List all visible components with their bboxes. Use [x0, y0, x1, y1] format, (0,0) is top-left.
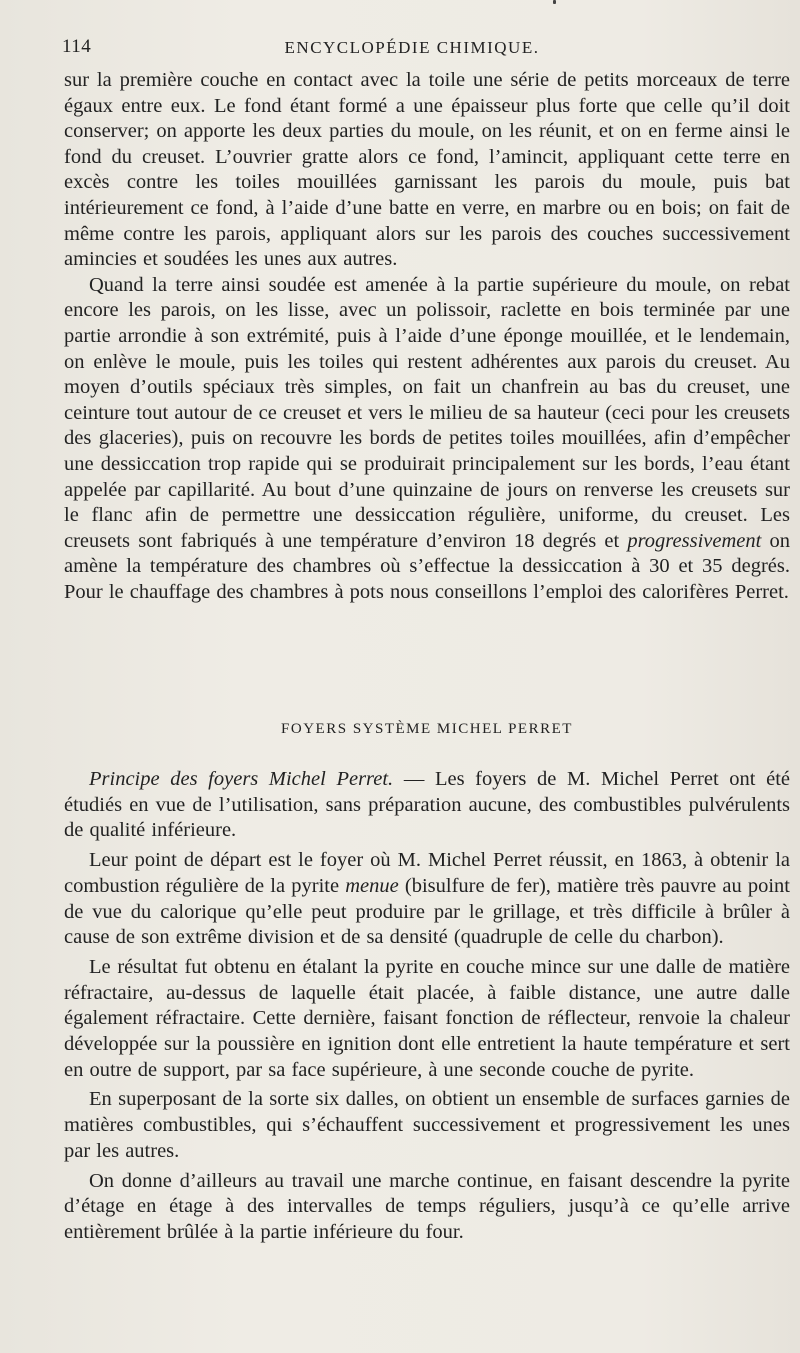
ink-mark	[553, 0, 556, 4]
running-head: ENCYCLOPÉDIE CHIMIQUE.	[284, 38, 540, 57]
section-paragraph-2-text-b: (bisulfure de fer), matière très pauvre au point de vue du calorique qu’elle peut produire par le grillage, et très difficile à brûler à cause de son extrême division et de sa densité (quadruple de celle du charbon).	[64, 874, 791, 949]
paragraph-2-text-a: Quand la terre ainsi soudée est amenée à la partie supérieure du moule, on rebat encore les parois, on les lisse, avec un polissoir, raclette en bois terminée par une partie arrondie à son extrémité, puis à l’aide d’une éponge mouillée, et le lendemain, on enlève le moule, puis les toiles qui restent adhérentes aux parois du creuset. Au moyen d’outils spéciaux très simples, on fait un chanfrein au bas du creuset, une ceinture tout autour de ce creuset et vers le milieu de sa hauteur (ceci pour les creusets des glaceries), puis on recouvre les bords de petites toiles mouillées, afin d’empêcher une dessiccation trop rapide qui se produirait principalement sur les bords, l’eau étant appelée par capillarité. Au bout d’une quinzaine de jours on renverse les creusets sur le flanc afin de permettre une dessiccation régulière, uniforme, du creuset. Les creusets sont fabriqués à une température d’environ 18 degrés et	[64, 273, 790, 552]
section-paragraph-2	[64, 848, 790, 951]
paragraph-1: sur la première couche en contact avec la toile une série de petits morceaux de terre égaux entre eux. Le fond étant formé a une épaisseur plus forte que celle qu’il doit conserver; on apporte les deux parties du moule, on les réunit, et on en ferme ainsi le fond du creuset. L’ouvrier gratte alors ce fond, l’amincit, appliquant cette terre en excès contre les toiles mouillées garnissant les parois du moule, puis bat intérieurement ce fond, à l’aide d’une batte en verre, en marbre ou en bois; on fait de même contre les parois, appliquant alors sur les parois des couches successivement amincies et soudées les unes aux autres.	[64, 69, 790, 271]
section-paragraph-2-text-a: Leur point de départ est le foyer où M. Michel Perret réussit, en 1863, à obtenir la combustion régulière de la pyrite	[64, 849, 790, 897]
section-paragraph-5: On donne d’ailleurs au travail une marche continue, en faisant descendre la pyrite d’étage en étage à des intervalles de temps réguliers, jusqu’à ce qu’elle arrive entièrement brûlée à la partie inférieure du four.	[64, 1169, 790, 1243]
section-lead-text: — Les foyers de M. Michel Perret ont été étudiés en vue de l’utilisation, sans préparation aucune, des combustibles pulvérulents de qualité inférieure.	[64, 768, 790, 842]
body-text	[64, 68, 790, 605]
page-header	[62, 36, 762, 64]
section-paragraph-2-emphasis: menue	[345, 874, 399, 897]
section-body	[64, 767, 790, 1250]
section-heading: FOYERS SYSTÈME MICHEL PERRET	[281, 721, 573, 737]
section-paragraph-4: En superposant de la sorte six dalles, on obtient un ensemble de surfaces garnies de matières combustibles, qui s’échauffent successivement et progressivement les unes par les autres.	[64, 1088, 790, 1162]
page-number: 114	[62, 36, 92, 57]
paragraph-2	[64, 273, 790, 606]
paragraph-2-text-b: on amène la température des chambres où s’effectue la dessiccation à 30 et 35 degrés. Pour le chauffage des chambres à pots nous conseillons l’emploi des calorifères Perret.	[64, 529, 790, 603]
paragraph-2-emphasis: progressivement	[627, 529, 762, 552]
section-lead-title: Principe des foyers Michel Perret.	[89, 768, 394, 790]
section-paragraph-3: Le résultat fut obtenu en étalant la pyrite en couche mince sur une dalle de matière réfractaire, au-dessus de laquelle était placée, à faible distance, une autre dalle également réfractaire. Cette dernière, faisant fonction de réflecteur, renvoie la chaleur développée sur la poussière en ignition dont elle entretient la haute température et sert en outre de support, par sa face supérieure, à une seconde couche de pyrite.	[64, 955, 790, 1081]
section-paragraph-1	[64, 767, 790, 844]
